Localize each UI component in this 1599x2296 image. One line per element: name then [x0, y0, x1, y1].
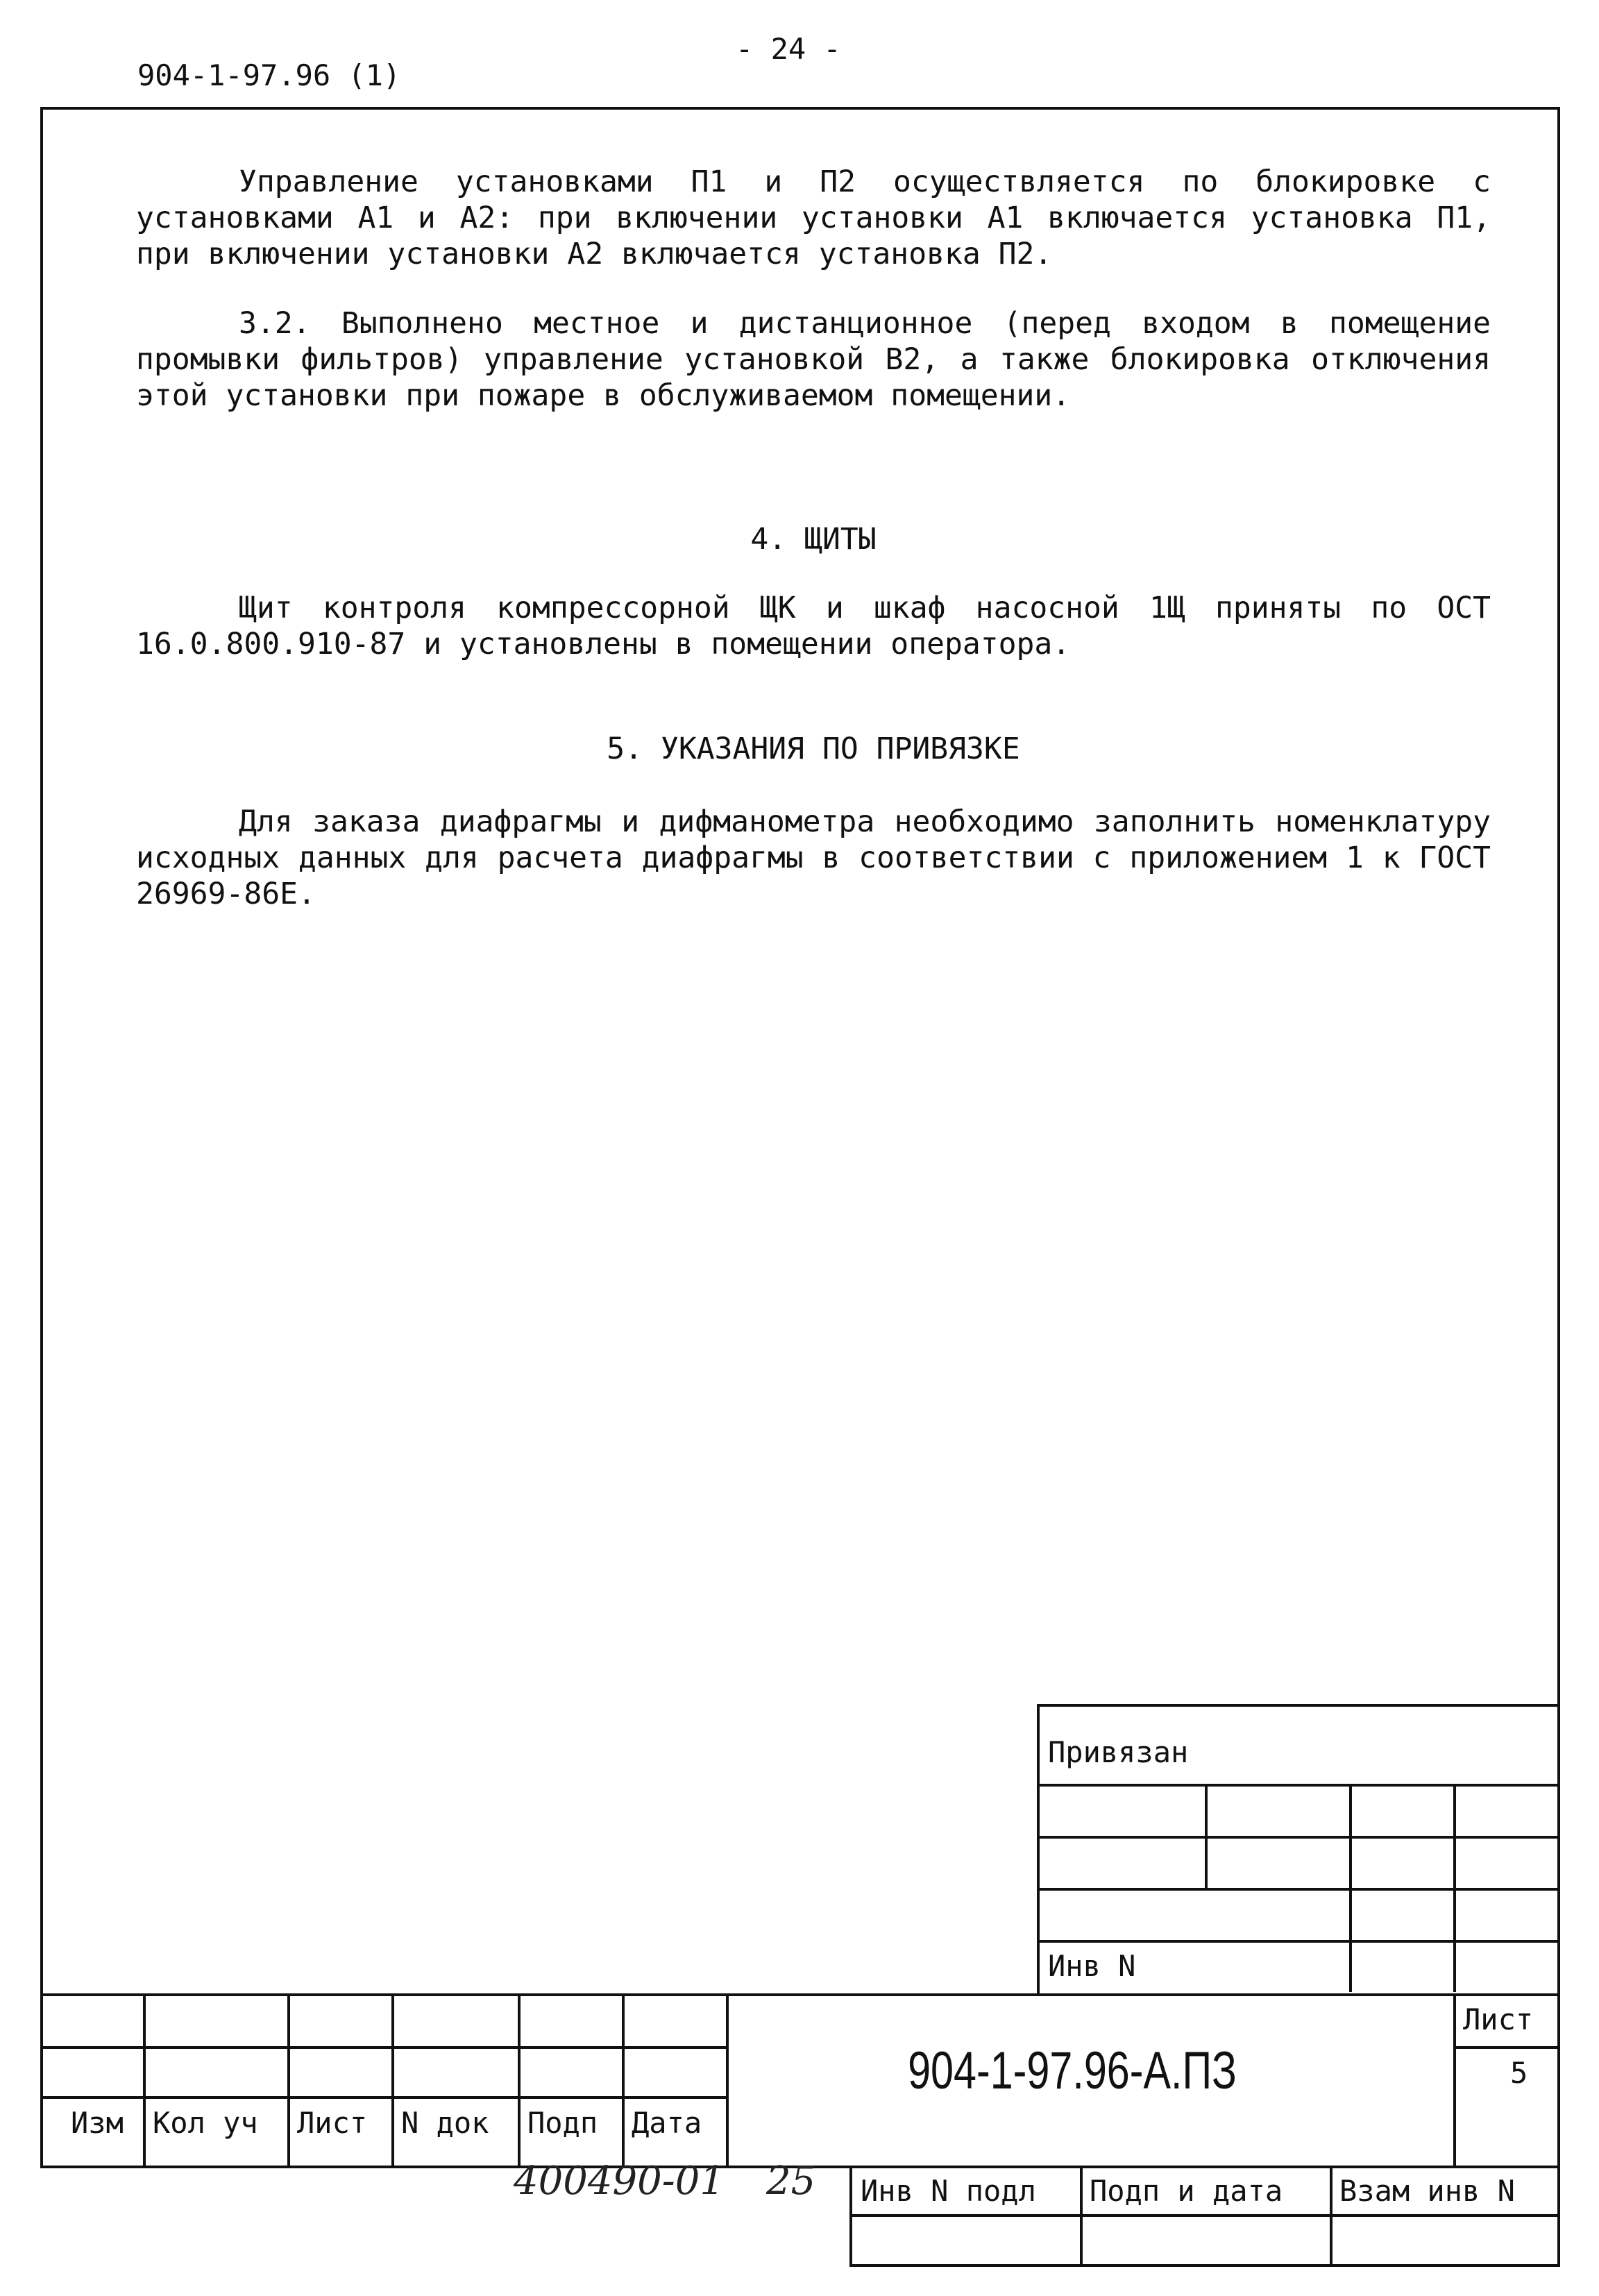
- col-data: Дата: [632, 2106, 702, 2140]
- document-title-code: 904-1-97.96-А.ПЗ: [908, 2041, 1237, 2100]
- handwritten-sheet-number: 25: [766, 2159, 816, 2204]
- paragraph-3-2: 3.2. Выполнено местное и дистанционное (перед входом в помещение промывки фильтров) управление установкой В2, а также блокировка отключения этой установки при пожаре в обслуживаемом помещении.: [136, 306, 1491, 413]
- col-izm: Изм: [71, 2106, 124, 2140]
- label-inv-n-podl: Инв N подл: [861, 2174, 1036, 2208]
- col-list: Лист: [297, 2106, 368, 2140]
- paragraph-control-p1-p2: Управление установками П1 и П2 осуществляется по блокировке с установками А1 и А2: при включении установки А1 включается установка П1, при включении установки А2 включается установка П2.: [136, 164, 1491, 271]
- sheet-number: 5: [1510, 2056, 1528, 2090]
- label-podp-i-data: Подп и дата: [1090, 2174, 1283, 2208]
- paragraph-binding-instructions: Для заказа диафрагмы и дифманометра необходимо заполнить номенклатуру исходных данных для расчета диафрагмы в соответствии с приложением 1 к ГОСТ 26969-86Е.: [136, 804, 1491, 911]
- page-frame: [40, 107, 1560, 2168]
- label-vzam-inv-n: Взам инв N: [1339, 2174, 1515, 2208]
- heading-4-panels: 4. ЩИТЫ: [750, 522, 877, 557]
- col-kol-uch: Кол уч: [153, 2106, 258, 2140]
- handwritten-inventory-number: 400490-01: [514, 2159, 725, 2204]
- label-inv-n: Инв N: [1048, 1949, 1136, 1983]
- paragraph-panels: Щит контроля компрессорной ЩК и шкаф насосной 1Щ приняты по ОСТ 16.0.800.910-87 и установлены в помещении оператора.: [136, 591, 1491, 661]
- sheet-label: Лист: [1463, 2002, 1534, 2036]
- col-podp: Подп: [527, 2106, 598, 2140]
- heading-5-binding: 5. УКАЗАНИЯ ПО ПРИВЯЗКЕ: [607, 732, 1020, 766]
- document-code: 904-1-97.96 (1): [137, 58, 401, 92]
- page-number: - 24 -: [736, 32, 841, 66]
- col-n-dok: N док: [401, 2106, 489, 2140]
- label-privyazan: Привязан: [1048, 1735, 1189, 1769]
